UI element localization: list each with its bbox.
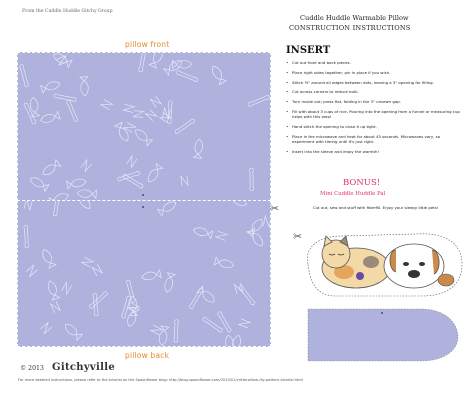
pillow-back-panel: [17, 200, 271, 347]
fish-motif: [158, 201, 178, 216]
fish-motif: [49, 191, 70, 200]
fish-motif: [115, 122, 131, 143]
cat-dog-illustration: [296, 220, 466, 302]
pillow-back-label: pillow back: [125, 351, 170, 360]
bone-motif: [138, 53, 146, 72]
list-item: • Hand stitch the opening to close it up tight.: [286, 124, 462, 129]
fish-pattern: [18, 53, 270, 200]
copyright: © 2013: [20, 365, 44, 372]
zigzag-motif: [24, 201, 32, 210]
zigzag-motif: [145, 109, 156, 120]
pillow-front-label: pillow front: [125, 40, 170, 49]
bonus-text: Cut out, sew and stuff with fiberfill. Enjoy your sleepy little pets!: [313, 205, 439, 210]
fish-motif: [210, 64, 227, 84]
zigzag-motif: [239, 319, 250, 328]
fish-motif: [248, 228, 265, 248]
zigzag-motif: [127, 156, 137, 168]
zigzag-motif: [92, 264, 102, 276]
bone-motif: [188, 288, 203, 309]
bone-pattern: [18, 201, 270, 346]
bone-motif: [19, 64, 29, 87]
fish-motif: [63, 322, 83, 341]
insert-heading: INSERT: [286, 45, 331, 56]
fish-motif: [77, 189, 96, 198]
footer-note: For more detailed instructions, please refer to the tutorial on the Spoonflower blog: http://blog.spoonflower.com/2013/01/critterpillow-diy-pattern-tutorial.html: [18, 378, 303, 382]
fish-motif: [158, 326, 169, 346]
stitch-dot: [142, 206, 144, 208]
list-item: • Cut across corners to reduce bulk.: [286, 89, 462, 94]
fish-motif: [192, 226, 212, 239]
zigzag-motif: [181, 175, 188, 186]
bone-motif: [202, 317, 223, 333]
fish-motif: [40, 248, 56, 269]
fish-motif: [133, 127, 152, 146]
fish-motif: [46, 280, 60, 301]
bonus-heading: BONUS!: [343, 178, 381, 188]
list-item: • Cut out front and back pieces.: [286, 60, 462, 65]
title-line-2: CONSTRUCTION INSTRUCTIONS: [289, 24, 411, 32]
fish-motif: [28, 175, 48, 191]
mini-pillow-panel: [302, 305, 462, 365]
fish-motif: [214, 257, 234, 269]
pillow-front-panel: [17, 52, 271, 201]
zigzag-motif: [151, 96, 162, 108]
zigzag-motif: [81, 257, 93, 267]
fish-motif: [80, 77, 89, 96]
zigzag-motif: [26, 265, 37, 276]
zigzag-motif: [101, 99, 113, 109]
fish-motif: [227, 201, 248, 208]
fish-motif: [164, 58, 184, 75]
fish-motif: [194, 139, 204, 159]
fish-motif: [41, 80, 62, 93]
fish-motif: [149, 53, 165, 68]
bone-motif: [53, 201, 60, 216]
zigzag-motif: [81, 160, 92, 172]
fish-motif: [230, 334, 243, 346]
fish-motif: [197, 286, 216, 305]
list-item: • Stitch ½" around all edges between dots, leaving a 3" opening for filling.: [286, 80, 462, 85]
bone-motif: [23, 102, 36, 124]
bone-motif: [89, 291, 109, 309]
bone-motif: [176, 70, 198, 82]
fish-motif: [67, 178, 87, 189]
fish-motif: [41, 160, 61, 178]
fish-motif: [163, 273, 175, 293]
zigzag-motif: [123, 104, 134, 112]
list-item: • Place in the microwave and heat for about 45 seconds. Microwaves vary, so experiment with timing until it's just right.: [286, 134, 462, 144]
bone-motif: [54, 94, 77, 102]
zigzag-motif: [51, 301, 61, 313]
bone-motif: [249, 168, 253, 191]
fish-motif: [141, 270, 161, 281]
bone-motif: [24, 225, 29, 248]
insert-steps: [286, 60, 462, 159]
bonus-subtitle: Mini Cuddle Huddle Pal: [320, 191, 386, 197]
fish-motif: [146, 164, 163, 184]
list-item: • Fill with about 3 cups of rice. Pouring into the opening from a funnel or measuring cup helps with this step!: [286, 109, 462, 119]
stitch-dot: [142, 194, 144, 196]
bone-motif: [247, 95, 269, 107]
fish-motif: [40, 111, 60, 124]
zigzag-motif: [124, 122, 136, 132]
bone-motif: [66, 100, 79, 122]
fish-motif: [52, 53, 72, 67]
header-note: From the Cuddle Huddle Gitchy Group: [22, 9, 113, 14]
zigzag-motif: [216, 231, 227, 240]
zigzag-motif: [133, 111, 143, 118]
bone-motif: [174, 320, 179, 343]
bone-motif: [217, 311, 232, 333]
scissors-icon: ✂: [270, 202, 280, 215]
zigzag-motif: [61, 282, 71, 294]
list-item: • Place right sides together; pin in place if you wish.: [286, 70, 462, 75]
zigzag-motif: [234, 283, 243, 294]
brand-logo: Gitchyville: [52, 362, 115, 373]
fish-motif: [29, 97, 39, 117]
bone-motif: [174, 118, 195, 134]
fish-motif: [75, 201, 93, 211]
list-item: • Turn inside out; press flat, folding in the 3" unsewn gap.: [286, 99, 462, 104]
scissors-icon: ✂: [293, 230, 303, 243]
bone-motif: [239, 285, 256, 305]
list-item: • Insert into the sleeve and enjoy the warmth!: [286, 149, 462, 154]
title-line-1: Cuddle Huddle Warmable Pillow: [300, 14, 409, 22]
zigzag-motif: [40, 322, 52, 333]
zigzag-motif: [263, 216, 270, 227]
